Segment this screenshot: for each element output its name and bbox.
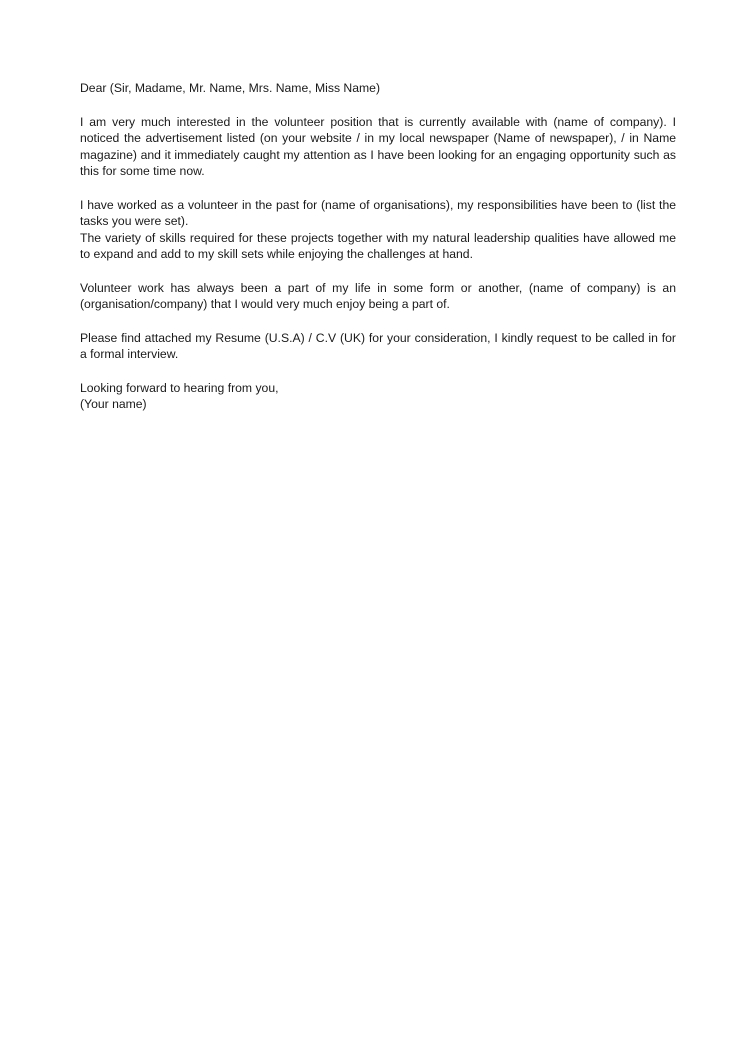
paragraph-experience: I have worked as a volunteer in the past for (name of organisations), my responsibilities have been to (list the tasks you were set). [80, 197, 676, 228]
paragraph-resume: Please find attached my Resume (U.S.A) / C.V (UK) for your consideration, I kindly request to be called in for a formal interview. [80, 330, 676, 361]
cover-letter [80, 80, 676, 413]
paragraph-volunteer-work: Volunteer work has always been a part of my life in some form or another, (name of company) is an (organisation/company) that I would very much enjoy being a part of. [80, 280, 676, 311]
paragraph-experience-group [80, 197, 676, 263]
closing-line: Looking forward to hearing from you, [80, 380, 279, 395]
signature-placeholder: (Your name) [80, 397, 147, 411]
paragraph-interest: I am very much interested in the volunteer position that is currently available with (name of company). I noticed the advertisement listed (on your website / in my local newspaper (Name of newspaper), / in Name magazine) and it immediately caught my attention as I have been looking for an engaging opportunity such as this for some time now. [80, 114, 676, 178]
paragraph-skills: The variety of skills required for these projects together with my natural leadership qualities have allowed me to expand and add to my skill sets while enjoying the challenges at hand. [80, 230, 676, 261]
salutation: Dear (Sir, Madame, Mr. Name, Mrs. Name, Miss Name) [80, 81, 380, 95]
